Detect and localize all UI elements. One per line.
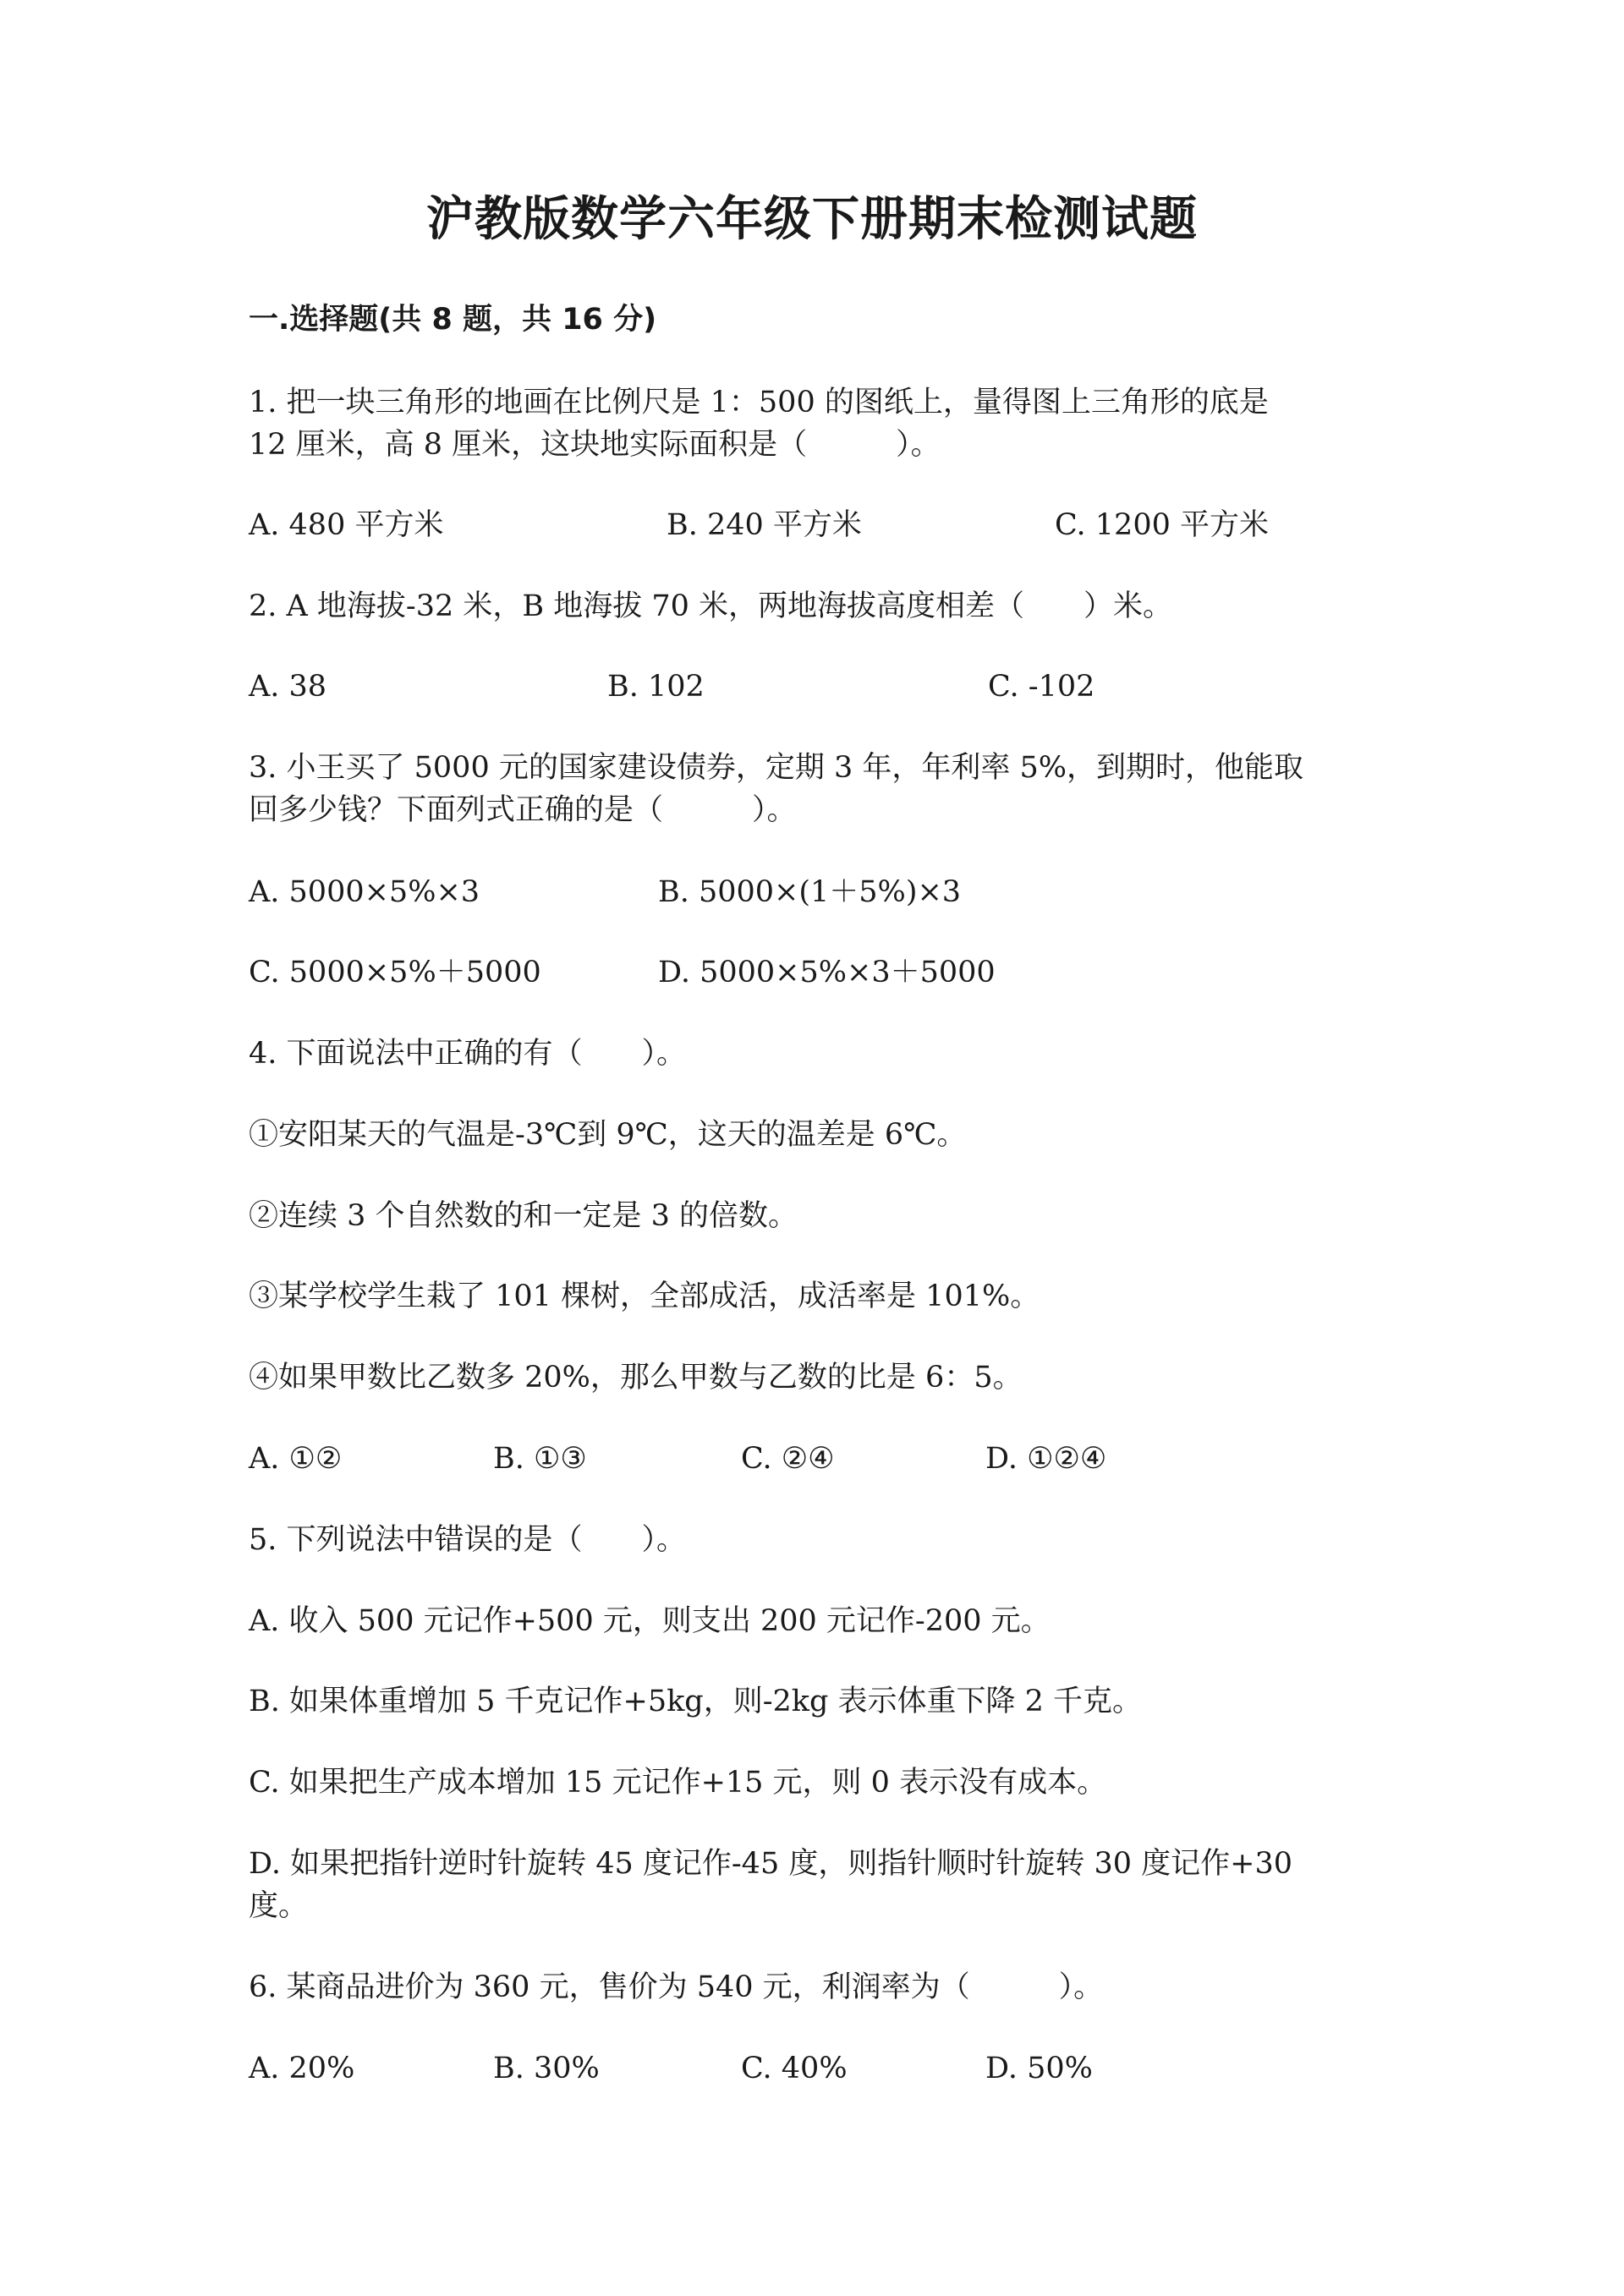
question-5-option-c: C. 如果把生产成本增加 15 元记作+15 元，则 0 表示没有成本。	[249, 1766, 1107, 1800]
question-3-option-d: D. 5000×5%×3＋5000	[658, 956, 996, 989]
question-2-option-b: B. 102	[607, 670, 705, 704]
question-5-option-d-line-2: 度。	[249, 1889, 309, 1923]
question-2-option-a: A. 38	[249, 670, 327, 704]
question-1-line-2: 12 厘米，高 8 厘米，这块地实际面积是（ ）。	[249, 428, 941, 462]
question-4-statement-4: ④如果甲数比乙数多 20%，那么甲数与乙数的比是 6：5。	[249, 1361, 1023, 1395]
question-1-line-1: 1. 把一块三角形的地画在比例尺是 1：500 的图纸上，量得图上三角形的底是	[249, 386, 1269, 419]
question-6-option-c: C. 40%	[741, 2052, 848, 2085]
question-3-option-c: C. 5000×5%＋5000	[249, 956, 541, 989]
question-2-line-1: 2. A 地海拔-32 米，B 地海拔 70 米，两地海拔高度相差（ ）米。	[249, 589, 1173, 623]
question-5-option-a: A. 收入 500 元记作+500 元，则支出 200 元记作-200 元。	[249, 1604, 1051, 1638]
question-2-option-c: C. -102	[988, 670, 1095, 704]
question-4-option-d: D. ①②④	[985, 1442, 1107, 1476]
question-1-option-b: B. 240 平方米	[667, 508, 862, 542]
page-title: 沪教版数学六年级下册期末检测试题	[426, 192, 1198, 247]
question-4-option-b: B. ①③	[493, 1442, 587, 1476]
question-6-line-1: 6. 某商品进价为 360 元，售价为 540 元，利润率为（ ）。	[249, 1970, 1104, 2004]
section-heading-choice: 一.选择题(共 8 题，共 16 分)	[249, 303, 657, 337]
question-4-statement-3: ③某学校学生栽了 101 棵树，全部成活，成活率是 101%。	[249, 1280, 1040, 1313]
question-6-option-a: A. 20%	[249, 2052, 355, 2085]
question-3-line-1: 3. 小王买了 5000 元的国家建设债券，定期 3 年，年利率 5%，到期时，他能取	[249, 751, 1304, 785]
question-4-statement-2: ②连续 3 个自然数的和一定是 3 的倍数。	[249, 1199, 798, 1233]
question-4-option-a: A. ①②	[249, 1442, 343, 1476]
question-5-line-1: 5. 下列说法中错误的是（ ）。	[249, 1523, 687, 1557]
question-4-statement-1: ①安阳某天的气温是-3℃到 9℃，这天的温差是 6℃。	[249, 1118, 967, 1152]
question-5-option-b: B. 如果体重增加 5 千克记作+5kg，则-2kg 表示体重下降 2 千克。	[249, 1685, 1143, 1718]
question-5-option-d-line-1: D. 如果把指针逆时针旋转 45 度记作-45 度，则指针顺时针旋转 30 度记作+30	[249, 1847, 1292, 1881]
question-4-line-1: 4. 下面说法中正确的有（ ）。	[249, 1037, 687, 1071]
question-3-line-2: 回多少钱？下面列式正确的是（ ）。	[249, 793, 797, 827]
question-6-option-d: D. 50%	[985, 2052, 1093, 2085]
question-1-option-c: C. 1200 平方米	[1055, 508, 1269, 542]
question-1-option-a: A. 480 平方米	[249, 508, 444, 542]
question-3-option-b: B. 5000×(1＋5%)×3	[658, 875, 962, 909]
question-6-option-b: B. 30%	[493, 2052, 600, 2085]
question-3-option-a: A. 5000×5%×3	[249, 875, 480, 909]
question-4-option-c: C. ②④	[741, 1442, 835, 1476]
